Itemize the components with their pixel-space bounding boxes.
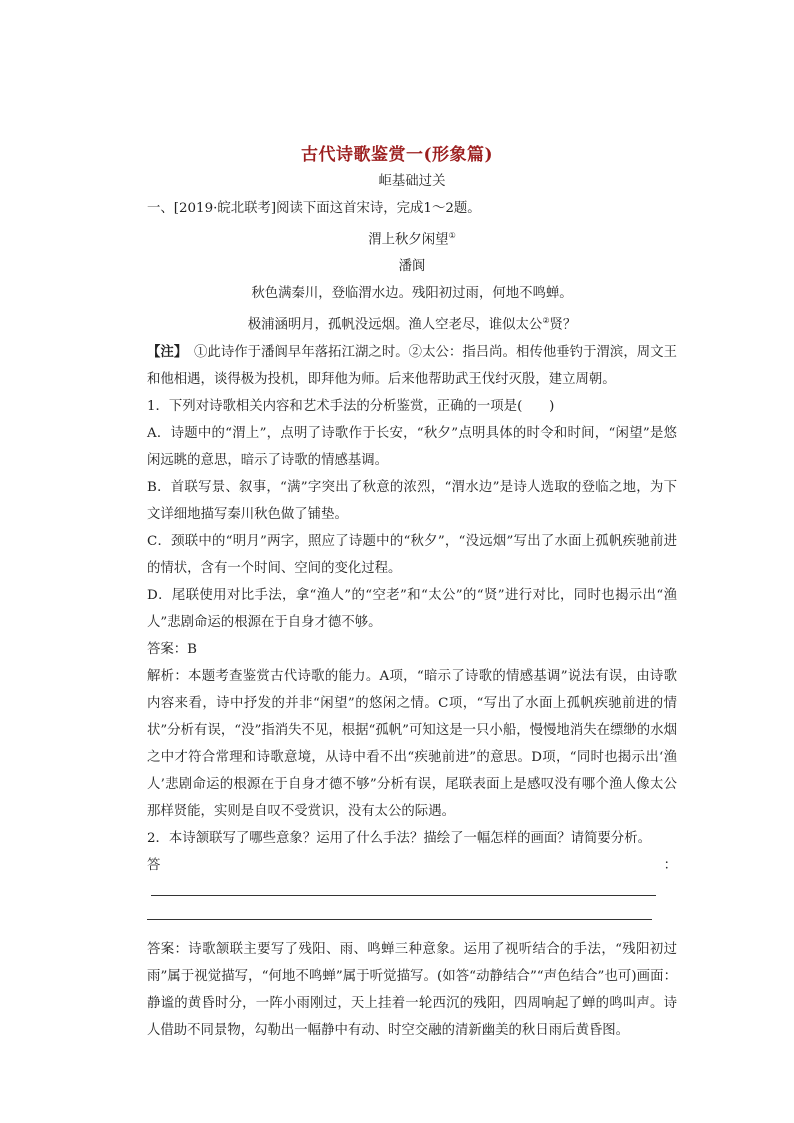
poem-title-note-mark: ① bbox=[448, 231, 456, 240]
poem-title bbox=[147, 222, 677, 253]
poem-title-text: 渭上秋夕闲望 bbox=[368, 232, 449, 248]
poem-line-2 bbox=[147, 307, 677, 338]
q1-option-d: D．尾联使用对比手法，拿“渔人”的“空老”和“太公”的“贤”进行对比，同时也揭示出“渔人”悲剧命运的根源在于自身才德不够。 bbox=[147, 587, 677, 630]
note-label: 【注】 bbox=[147, 343, 181, 360]
poem-line-2a: 极浦涵明月，孤帆没远烟。渔人空老尽，谁似太公 bbox=[247, 317, 543, 333]
q1-option-b: B．首联写景、叙事，“满”字突出了秋意的浓烈，“渭水边”是诗人选取的登临之地，为下文详细地描写秦川秋色做了铺垫。 bbox=[147, 479, 677, 522]
q1-option-a: A．诗题中的“渭上”，点明了诗歌作于长安，“秋夕”点明具体的时令和时间，“闲望”是悠闲远眺的意思，暗示了诗歌的情感基调。 bbox=[147, 425, 677, 468]
answer-blank-line-1[interactable] bbox=[151, 879, 656, 896]
note-text: ①此诗作于潘阆早年落拓江湖之时。②太公：指吕尚。相传他垂钓于渭滨，周文王和他相遇，谈得极为投机，即拜他为师。后来他帮助武王伐纣灭殷，建立周朝。 bbox=[147, 344, 677, 387]
note-paragraph bbox=[147, 339, 677, 393]
q2-stem: 2．本诗颔联写了哪些意象？运用了什么手法？描绘了一幅怎样的画面？请简要分析。 bbox=[147, 830, 651, 846]
document-body bbox=[147, 168, 677, 1044]
poem-line-2b: 贤？ bbox=[549, 317, 577, 333]
page-title: 古代诗歌鉴赏一(形象篇) bbox=[300, 145, 494, 165]
q1-analysis: 解析：本题考查鉴赏古代诗歌的能力。A项，“暗示了诗歌的情感基调”说法有误，由诗歌内容来看，诗中抒发的并非“闲望”的悠闲之情。C项，“写出了水面上孤帆疾驰前进的情状”分析有误，“没”指消失不见，根据“孤帆”可知这是一只小船，慢慢地消失在缥缈的水烟之中才符合常理和诗歌意境，从诗中看不出“疾驰前进”的意思。D项，“同时也揭示出‘渔人’悲剧命运的根源在于自身才德不够”分析有误，尾联表面上是感叹没有哪个渔人像太公那样贤能，实则是自叹不受赏识，没有太公的际遇。 bbox=[147, 668, 677, 819]
poem-line-1: 秋色满秦川，登临渭水边。残阳初过雨，何地不鸣蝉。 bbox=[251, 286, 573, 302]
answer-blank-line-2[interactable] bbox=[147, 918, 652, 920]
q1-stem: 1．下列对诗歌相关内容和艺术手法的分析鉴赏，正确的一项是( ) bbox=[147, 398, 555, 414]
q2-answer: 答案：诗歌颔联主要写了残阳、雨、鸣蝉三种意象。运用了视听结合的手法，“残阳初过雨”属于视觉描写，“何地不鸣蝉”属于听觉描写。(如答“动静结合”“声色结合”也可)画面：静谧的黄昏时分，一阵小雨刚过，天上挂着一轮西沉的残阳，四周响起了蝉的鸣叫声。诗人借助不同景物，勾勒出一幅静中有动、时空交融的清新幽美的秋日雨后黄昏图。 bbox=[147, 941, 677, 1038]
q2-answer-label: 答： bbox=[147, 857, 677, 873]
poem-line-2-note-mark: ② bbox=[542, 316, 550, 326]
q1-answer: 答案：B bbox=[147, 641, 198, 657]
q1-option-c: C．颈联中的“明月”两字，照应了诗题中的“秋夕”，“没远烟”写出了水面上孤帆疾驰前进的情状，含有一个时间、空间的变化过程。 bbox=[147, 533, 677, 576]
poem-author: 潘阆 bbox=[398, 259, 426, 275]
question-intro: 一、[2019·皖北联考]阅读下面这首宋诗，完成1～2题。 bbox=[147, 201, 481, 216]
section-heading: ​岠基础过关 bbox=[378, 174, 446, 189]
q2-answer-line bbox=[147, 852, 677, 906]
